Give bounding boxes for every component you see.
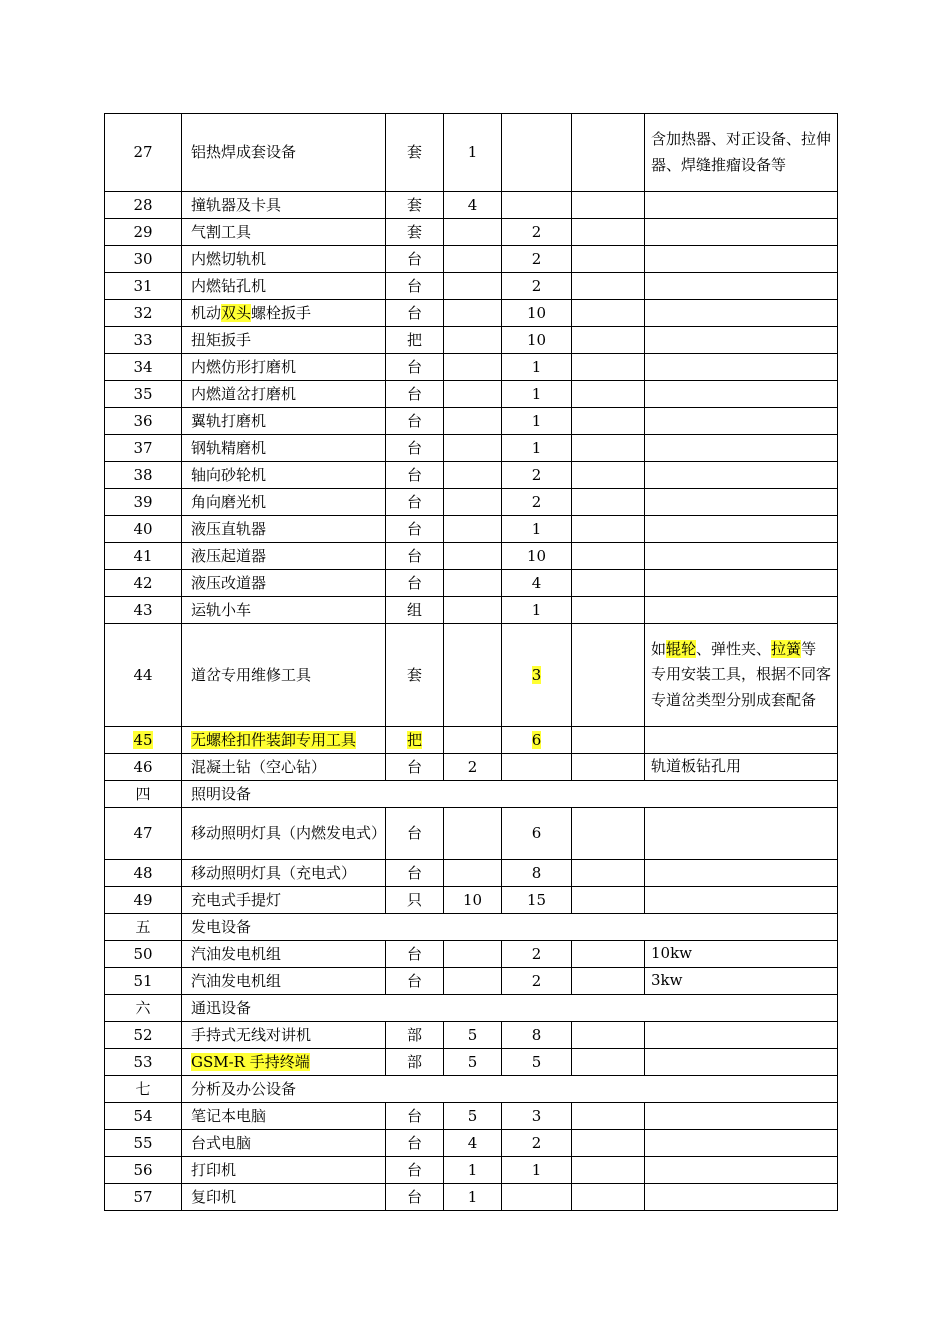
row-number: 51 xyxy=(105,968,182,995)
item-name: 移动照明灯具（充电式） xyxy=(182,860,386,887)
quantity-1 xyxy=(444,570,502,597)
quantity-2: 2 xyxy=(502,219,572,246)
remark xyxy=(645,462,838,489)
quantity-1: 4 xyxy=(444,1130,502,1157)
item-name-part: 机动 xyxy=(191,303,222,322)
remark xyxy=(645,516,838,543)
quantity-2 xyxy=(502,727,572,754)
blank-cell xyxy=(572,570,645,597)
quantity-1: 4 xyxy=(444,192,502,219)
item-name: 气割工具 xyxy=(182,219,386,246)
quantity-2: 2 xyxy=(502,462,572,489)
quantity-1 xyxy=(444,597,502,624)
quantity-2: 2 xyxy=(502,273,572,300)
unit: 只 xyxy=(386,887,444,914)
table-row xyxy=(105,1049,838,1076)
quantity-2: 10 xyxy=(502,543,572,570)
section-number: 五 xyxy=(105,914,182,941)
quantity-1: 1 xyxy=(444,1157,502,1184)
blank-cell xyxy=(572,597,645,624)
table-row xyxy=(105,1103,838,1130)
quantity-1 xyxy=(444,246,502,273)
item-name: 液压起道器 xyxy=(182,543,386,570)
remark xyxy=(645,808,838,860)
quantity-2: 1 xyxy=(502,381,572,408)
quantity-2: 6 xyxy=(502,808,572,860)
blank-cell xyxy=(572,543,645,570)
table-row xyxy=(105,114,838,192)
row-number: 32 xyxy=(105,300,182,327)
row-number: 56 xyxy=(105,1157,182,1184)
quantity-2: 2 xyxy=(502,1130,572,1157)
blank-cell xyxy=(572,246,645,273)
blank-cell xyxy=(572,381,645,408)
item-name: 运轨小车 xyxy=(182,597,386,624)
section-number: 七 xyxy=(105,1076,182,1103)
row-number: 39 xyxy=(105,489,182,516)
row-number: 43 xyxy=(105,597,182,624)
remark xyxy=(645,219,838,246)
row-number: 55 xyxy=(105,1130,182,1157)
unit: 台 xyxy=(386,860,444,887)
section-row xyxy=(105,995,838,1022)
table-row xyxy=(105,597,838,624)
unit: 台 xyxy=(386,1157,444,1184)
highlighted-text: 双头 xyxy=(221,303,252,322)
section-number: 四 xyxy=(105,781,182,808)
quantity-2: 8 xyxy=(502,1022,572,1049)
item-name-part: 螺栓扳手 xyxy=(251,303,312,322)
quantity-2 xyxy=(502,754,572,781)
blank-cell xyxy=(572,1103,645,1130)
quantity-1: 5 xyxy=(444,1049,502,1076)
quantity-2: 4 xyxy=(502,570,572,597)
section-title: 发电设备 xyxy=(182,914,838,941)
unit: 部 xyxy=(386,1049,444,1076)
highlighted-text: 辊轮 xyxy=(666,639,697,658)
remark xyxy=(645,192,838,219)
quantity-2 xyxy=(502,192,572,219)
blank-cell xyxy=(572,408,645,435)
quantity-2: 5 xyxy=(502,1049,572,1076)
remark xyxy=(645,273,838,300)
row-number: 49 xyxy=(105,887,182,914)
section-row xyxy=(105,914,838,941)
row-number: 38 xyxy=(105,462,182,489)
item-name: 混凝土钻（空心钻） xyxy=(182,754,386,781)
remark xyxy=(645,1130,838,1157)
blank-cell xyxy=(572,968,645,995)
item-name xyxy=(182,300,386,327)
unit: 套 xyxy=(386,114,444,192)
item-name: 汽油发电机组 xyxy=(182,968,386,995)
quantity-1 xyxy=(444,543,502,570)
highlighted-text: 无螺栓扣件装卸专用工具 xyxy=(191,730,357,749)
row-number xyxy=(105,727,182,754)
quantity-2: 15 xyxy=(502,887,572,914)
table-row xyxy=(105,192,838,219)
table-row xyxy=(105,462,838,489)
row-number: 42 xyxy=(105,570,182,597)
table-row xyxy=(105,808,838,860)
quantity-2: 1 xyxy=(502,516,572,543)
blank-cell xyxy=(572,624,645,727)
table-row xyxy=(105,435,838,462)
row-number: 28 xyxy=(105,192,182,219)
quantity-2: 2 xyxy=(502,968,572,995)
unit xyxy=(386,727,444,754)
quantity-2: 8 xyxy=(502,860,572,887)
quantity-1 xyxy=(444,727,502,754)
item-name: 液压直轨器 xyxy=(182,516,386,543)
row-number: 31 xyxy=(105,273,182,300)
remark xyxy=(645,887,838,914)
row-number: 52 xyxy=(105,1022,182,1049)
quantity-1 xyxy=(444,516,502,543)
table-row xyxy=(105,727,838,754)
item-name: 内燃道岔打磨机 xyxy=(182,381,386,408)
table-row xyxy=(105,246,838,273)
remark: 3kw xyxy=(645,968,838,995)
quantity-2: 1 xyxy=(502,435,572,462)
section-title: 照明设备 xyxy=(182,781,838,808)
remark xyxy=(645,408,838,435)
table-row xyxy=(105,273,838,300)
unit: 套 xyxy=(386,192,444,219)
remark xyxy=(645,570,838,597)
blank-cell xyxy=(572,1049,645,1076)
unit: 组 xyxy=(386,597,444,624)
section-title: 分析及办公设备 xyxy=(182,1076,838,1103)
table-row xyxy=(105,570,838,597)
quantity-1: 1 xyxy=(444,1184,502,1211)
quantity-1 xyxy=(444,808,502,860)
row-number: 44 xyxy=(105,624,182,727)
unit: 台 xyxy=(386,1130,444,1157)
remark xyxy=(645,246,838,273)
blank-cell xyxy=(572,887,645,914)
item-name: 汽油发电机组 xyxy=(182,941,386,968)
remark xyxy=(645,1184,838,1211)
blank-cell xyxy=(572,192,645,219)
table-row xyxy=(105,408,838,435)
equipment-table xyxy=(104,113,838,1211)
table-row xyxy=(105,1184,838,1211)
unit: 台 xyxy=(386,1103,444,1130)
row-number: 57 xyxy=(105,1184,182,1211)
quantity-2: 2 xyxy=(502,941,572,968)
remark xyxy=(645,1022,838,1049)
item-name: 台式电脑 xyxy=(182,1130,386,1157)
quantity-1: 1 xyxy=(444,114,502,192)
remark xyxy=(645,543,838,570)
unit: 套 xyxy=(386,219,444,246)
unit: 台 xyxy=(386,968,444,995)
table-row xyxy=(105,968,838,995)
highlighted-text: 45 xyxy=(133,730,153,749)
remark: 10kw xyxy=(645,941,838,968)
row-number: 37 xyxy=(105,435,182,462)
item-name xyxy=(182,727,386,754)
row-number: 53 xyxy=(105,1049,182,1076)
blank-cell xyxy=(572,860,645,887)
remark-part: 如 xyxy=(651,639,667,658)
blank-cell xyxy=(572,1184,645,1211)
unit: 台 xyxy=(386,516,444,543)
item-name: 钢轨精磨机 xyxy=(182,435,386,462)
row-number: 40 xyxy=(105,516,182,543)
quantity-1: 5 xyxy=(444,1022,502,1049)
item-name: 内燃钻孔机 xyxy=(182,273,386,300)
row-number: 47 xyxy=(105,808,182,860)
highlighted-text: 3 xyxy=(531,665,542,684)
quantity-2: 1 xyxy=(502,354,572,381)
table-row xyxy=(105,1157,838,1184)
row-number: 35 xyxy=(105,381,182,408)
table-row xyxy=(105,327,838,354)
blank-cell xyxy=(572,1130,645,1157)
blank-cell xyxy=(572,300,645,327)
item-name: 轴向砂轮机 xyxy=(182,462,386,489)
highlighted-text: GSM-R 手持终端 xyxy=(191,1052,310,1071)
quantity-2: 3 xyxy=(502,1103,572,1130)
item-name: 打印机 xyxy=(182,1157,386,1184)
blank-cell xyxy=(572,327,645,354)
highlighted-text: 把 xyxy=(406,730,422,749)
unit: 台 xyxy=(386,570,444,597)
table-row xyxy=(105,887,838,914)
remark xyxy=(645,727,838,754)
remark xyxy=(645,624,838,727)
quantity-1 xyxy=(444,968,502,995)
remark xyxy=(645,381,838,408)
remark xyxy=(645,1157,838,1184)
quantity-2: 10 xyxy=(502,300,572,327)
quantity-1 xyxy=(444,408,502,435)
blank-cell xyxy=(572,219,645,246)
item-name: 扭矩扳手 xyxy=(182,327,386,354)
row-number: 33 xyxy=(105,327,182,354)
item-name: 翼轨打磨机 xyxy=(182,408,386,435)
remark xyxy=(645,1049,838,1076)
table-row xyxy=(105,516,838,543)
quantity-1 xyxy=(444,354,502,381)
remark xyxy=(645,327,838,354)
remark: 含加热器、对正设备、拉伸器、焊缝推瘤设备等 xyxy=(645,114,838,192)
item-name: 内燃切轨机 xyxy=(182,246,386,273)
item-name: 液压改道器 xyxy=(182,570,386,597)
item-name: 角向磨光机 xyxy=(182,489,386,516)
quantity-1 xyxy=(444,489,502,516)
remark: 轨道板钻孔用 xyxy=(645,754,838,781)
unit: 台 xyxy=(386,941,444,968)
quantity-2: 2 xyxy=(502,489,572,516)
item-name: 铝热焊成套设备 xyxy=(182,114,386,192)
item-name: 内燃仿形打磨机 xyxy=(182,354,386,381)
table-row xyxy=(105,624,838,727)
table-row xyxy=(105,754,838,781)
table-row xyxy=(105,354,838,381)
row-number: 50 xyxy=(105,941,182,968)
quantity-2 xyxy=(502,114,572,192)
row-number: 41 xyxy=(105,543,182,570)
quantity-1 xyxy=(444,462,502,489)
table-row xyxy=(105,219,838,246)
item-name: 充电式手提灯 xyxy=(182,887,386,914)
blank-cell xyxy=(572,808,645,860)
unit: 台 xyxy=(386,408,444,435)
unit: 台 xyxy=(386,300,444,327)
quantity-2 xyxy=(502,624,572,727)
quantity-2 xyxy=(502,1184,572,1211)
table-row xyxy=(105,860,838,887)
row-number: 46 xyxy=(105,754,182,781)
row-number: 27 xyxy=(105,114,182,192)
quantity-1 xyxy=(444,300,502,327)
section-row xyxy=(105,1076,838,1103)
item-name: 撞轨器及卡具 xyxy=(182,192,386,219)
blank-cell xyxy=(572,273,645,300)
section-number: 六 xyxy=(105,995,182,1022)
item-name: 道岔专用维修工具 xyxy=(182,624,386,727)
quantity-1 xyxy=(444,381,502,408)
row-number: 48 xyxy=(105,860,182,887)
unit: 台 xyxy=(386,754,444,781)
quantity-1 xyxy=(444,860,502,887)
blank-cell xyxy=(572,941,645,968)
quantity-2: 1 xyxy=(502,1157,572,1184)
unit: 套 xyxy=(386,624,444,727)
blank-cell xyxy=(572,435,645,462)
item-name: 手持式无线对讲机 xyxy=(182,1022,386,1049)
quantity-1 xyxy=(444,219,502,246)
unit: 台 xyxy=(386,489,444,516)
blank-cell xyxy=(572,462,645,489)
table-row xyxy=(105,543,838,570)
remark xyxy=(645,435,838,462)
blank-cell xyxy=(572,489,645,516)
item-name: 移动照明灯具（内燃发电式） xyxy=(182,808,386,860)
item-name: 复印机 xyxy=(182,1184,386,1211)
table-row xyxy=(105,381,838,408)
quantity-1: 2 xyxy=(444,754,502,781)
table-row xyxy=(105,300,838,327)
unit: 台 xyxy=(386,354,444,381)
row-number: 30 xyxy=(105,246,182,273)
row-number: 36 xyxy=(105,408,182,435)
blank-cell xyxy=(572,516,645,543)
unit: 台 xyxy=(386,543,444,570)
item-name xyxy=(182,1049,386,1076)
blank-cell xyxy=(572,754,645,781)
unit: 台 xyxy=(386,435,444,462)
quantity-2: 10 xyxy=(502,327,572,354)
row-number: 54 xyxy=(105,1103,182,1130)
unit: 把 xyxy=(386,327,444,354)
unit: 台 xyxy=(386,808,444,860)
quantity-2: 1 xyxy=(502,408,572,435)
unit: 台 xyxy=(386,462,444,489)
blank-cell xyxy=(572,354,645,381)
quantity-1: 5 xyxy=(444,1103,502,1130)
remark xyxy=(645,597,838,624)
item-name: 笔记本电脑 xyxy=(182,1103,386,1130)
quantity-2: 2 xyxy=(502,246,572,273)
blank-cell xyxy=(572,727,645,754)
table-row xyxy=(105,941,838,968)
section-title: 通迅设备 xyxy=(182,995,838,1022)
blank-cell xyxy=(572,114,645,192)
table-row xyxy=(105,1022,838,1049)
unit: 台 xyxy=(386,381,444,408)
unit: 部 xyxy=(386,1022,444,1049)
remark xyxy=(645,860,838,887)
quantity-2: 1 xyxy=(502,597,572,624)
remark xyxy=(645,1103,838,1130)
unit: 台 xyxy=(386,1184,444,1211)
highlighted-text: 6 xyxy=(531,730,542,749)
highlighted-text: 拉簧 xyxy=(771,639,802,658)
quantity-1 xyxy=(444,941,502,968)
blank-cell xyxy=(572,1022,645,1049)
quantity-1 xyxy=(444,327,502,354)
quantity-1 xyxy=(444,273,502,300)
section-row xyxy=(105,781,838,808)
remark-part: 、弹性夹、 xyxy=(696,639,772,658)
quantity-1: 10 xyxy=(444,887,502,914)
row-number: 29 xyxy=(105,219,182,246)
remark xyxy=(645,300,838,327)
remark xyxy=(645,354,838,381)
remark xyxy=(645,489,838,516)
quantity-1 xyxy=(444,624,502,727)
table-row xyxy=(105,1130,838,1157)
unit: 台 xyxy=(386,246,444,273)
remark-part: 等专用安装工具，根据不同客专道岔类型分别成套配备 xyxy=(651,639,832,709)
blank-cell xyxy=(572,1157,645,1184)
row-number: 34 xyxy=(105,354,182,381)
table-row xyxy=(105,489,838,516)
unit: 台 xyxy=(386,273,444,300)
quantity-1 xyxy=(444,435,502,462)
